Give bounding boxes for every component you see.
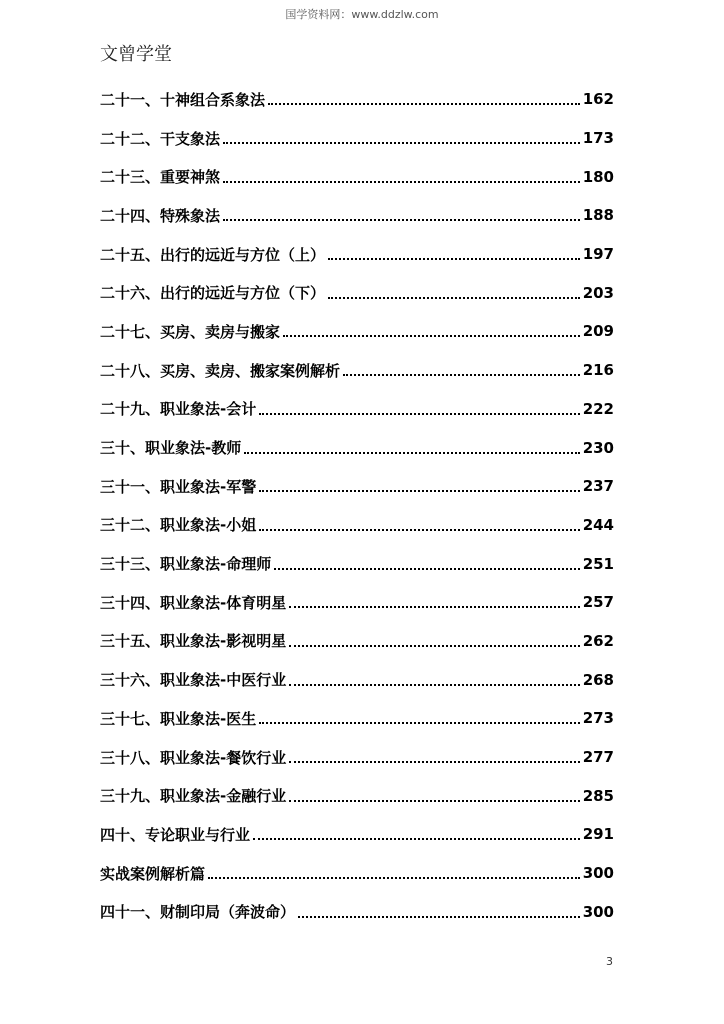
toc-dot-leader bbox=[289, 761, 579, 763]
toc-dot-leader bbox=[253, 838, 580, 840]
toc-entry-page-number: 197 bbox=[582, 245, 614, 264]
toc-dot-leader bbox=[289, 800, 579, 802]
toc-dot-leader bbox=[283, 335, 580, 337]
header-url: 国学资料网：www.ddzlw.com bbox=[285, 8, 439, 21]
toc-entry-page-number: 268 bbox=[582, 670, 614, 689]
toc-entry-title: 三十一、职业象法-军警 bbox=[100, 477, 257, 496]
toc-entry[interactable] bbox=[100, 235, 614, 274]
toc-dot-leader bbox=[259, 490, 579, 492]
toc-entry-page-number: 300 bbox=[582, 864, 614, 883]
toc-entry[interactable] bbox=[100, 351, 614, 390]
toc-entry-title: 三十、职业象法-教师 bbox=[100, 439, 242, 458]
toc-entry-page-number: 209 bbox=[582, 322, 614, 341]
toc-dot-leader bbox=[289, 606, 579, 608]
toc-entry[interactable] bbox=[100, 119, 614, 158]
toc-entry-page-number: 222 bbox=[582, 399, 614, 418]
toc-dot-leader bbox=[328, 258, 580, 260]
toc-entry[interactable] bbox=[100, 892, 614, 931]
toc-dot-leader bbox=[259, 413, 579, 415]
toc-entry[interactable] bbox=[100, 80, 614, 119]
toc-entry-title: 二十九、职业象法-会计 bbox=[100, 400, 257, 419]
toc-entry-page-number: 251 bbox=[582, 554, 614, 573]
toc-entry[interactable] bbox=[100, 390, 614, 429]
toc-entry[interactable] bbox=[100, 157, 614, 196]
toc-dot-leader bbox=[298, 916, 580, 918]
toc-entry-page-number: 244 bbox=[582, 515, 614, 534]
toc-entry-page-number: 277 bbox=[582, 748, 614, 767]
toc-dot-leader bbox=[259, 722, 579, 724]
toc-entry-title: 二十三、重要神煞 bbox=[100, 168, 221, 187]
toc-entry-title: 三十四、职业象法-体育明星 bbox=[100, 593, 287, 612]
toc-dot-leader bbox=[223, 219, 580, 221]
toc-entry-title: 三十七、职业象法-医生 bbox=[100, 709, 257, 728]
toc-entry-page-number: 262 bbox=[582, 631, 614, 650]
toc-entry-page-number: 291 bbox=[582, 825, 614, 844]
toc-dot-leader bbox=[268, 103, 580, 105]
toc-entry[interactable] bbox=[100, 854, 614, 893]
toc-entry[interactable] bbox=[100, 622, 614, 661]
toc-entry[interactable] bbox=[100, 196, 614, 235]
toc-entry[interactable] bbox=[100, 428, 614, 467]
toc-entry-title: 四十一、财制印局（奔波命） bbox=[100, 903, 296, 922]
table-of-contents bbox=[100, 80, 614, 931]
toc-dot-leader bbox=[274, 568, 579, 570]
toc-entry[interactable] bbox=[100, 273, 614, 312]
toc-entry-title: 四十、专论职业与行业 bbox=[100, 825, 251, 844]
toc-entry[interactable] bbox=[100, 660, 614, 699]
toc-entry-title: 二十五、出行的远近与方位（上） bbox=[100, 245, 326, 264]
toc-entry-page-number: 188 bbox=[582, 206, 614, 225]
toc-entry-page-number: 216 bbox=[582, 361, 614, 380]
toc-entry-page-number: 300 bbox=[582, 902, 614, 921]
toc-entry-page-number: 285 bbox=[582, 786, 614, 805]
toc-dot-leader bbox=[289, 684, 579, 686]
toc-entry[interactable] bbox=[100, 583, 614, 622]
toc-dot-leader bbox=[289, 645, 579, 647]
toc-entry-title: 二十一、十神组合系象法 bbox=[100, 90, 266, 109]
toc-entry-title: 三十五、职业象法-影视明星 bbox=[100, 632, 287, 651]
toc-entry-page-number: 173 bbox=[582, 129, 614, 148]
toc-dot-leader bbox=[244, 452, 579, 454]
toc-entry-title: 二十四、特殊象法 bbox=[100, 206, 221, 225]
toc-dot-leader bbox=[223, 181, 580, 183]
toc-entry-page-number: 180 bbox=[582, 167, 614, 186]
toc-entry-page-number: 237 bbox=[582, 477, 614, 496]
toc-entry[interactable] bbox=[100, 776, 614, 815]
toc-entry-page-number: 162 bbox=[582, 90, 614, 109]
toc-entry[interactable] bbox=[100, 815, 614, 854]
toc-entry[interactable] bbox=[100, 506, 614, 545]
site-title: 文曾学堂 bbox=[100, 44, 172, 65]
toc-entry-title: 实战案例解析篇 bbox=[100, 864, 206, 883]
toc-dot-leader bbox=[223, 142, 580, 144]
toc-entry-title: 二十七、买房、卖房与搬家 bbox=[100, 322, 281, 341]
toc-entry[interactable] bbox=[100, 467, 614, 506]
toc-entry-title: 三十八、职业象法-餐饮行业 bbox=[100, 748, 287, 767]
toc-dot-leader bbox=[259, 529, 579, 531]
toc-entry-title: 二十八、买房、卖房、搬家案例解析 bbox=[100, 361, 341, 380]
toc-dot-leader bbox=[343, 374, 580, 376]
toc-entry-title: 三十九、职业象法-金融行业 bbox=[100, 787, 287, 806]
toc-entry-page-number: 257 bbox=[582, 593, 614, 612]
toc-entry-page-number: 230 bbox=[582, 438, 614, 457]
toc-entry[interactable] bbox=[100, 312, 614, 351]
toc-entry-title: 二十二、干支象法 bbox=[100, 129, 221, 148]
toc-entry-title: 二十六、出行的远近与方位（下） bbox=[100, 284, 326, 303]
page-number: 3 bbox=[606, 955, 613, 968]
toc-entry-title: 三十三、职业象法-命理师 bbox=[100, 555, 272, 574]
toc-entry[interactable] bbox=[100, 699, 614, 738]
toc-entry-page-number: 273 bbox=[582, 709, 614, 728]
toc-dot-leader bbox=[328, 297, 580, 299]
toc-entry[interactable] bbox=[100, 544, 614, 583]
toc-entry-title: 三十二、职业象法-小姐 bbox=[100, 516, 257, 535]
toc-entry[interactable] bbox=[100, 738, 614, 777]
toc-dot-leader bbox=[208, 877, 580, 879]
toc-entry-title: 三十六、职业象法-中医行业 bbox=[100, 671, 287, 690]
toc-entry-page-number: 203 bbox=[582, 283, 614, 302]
